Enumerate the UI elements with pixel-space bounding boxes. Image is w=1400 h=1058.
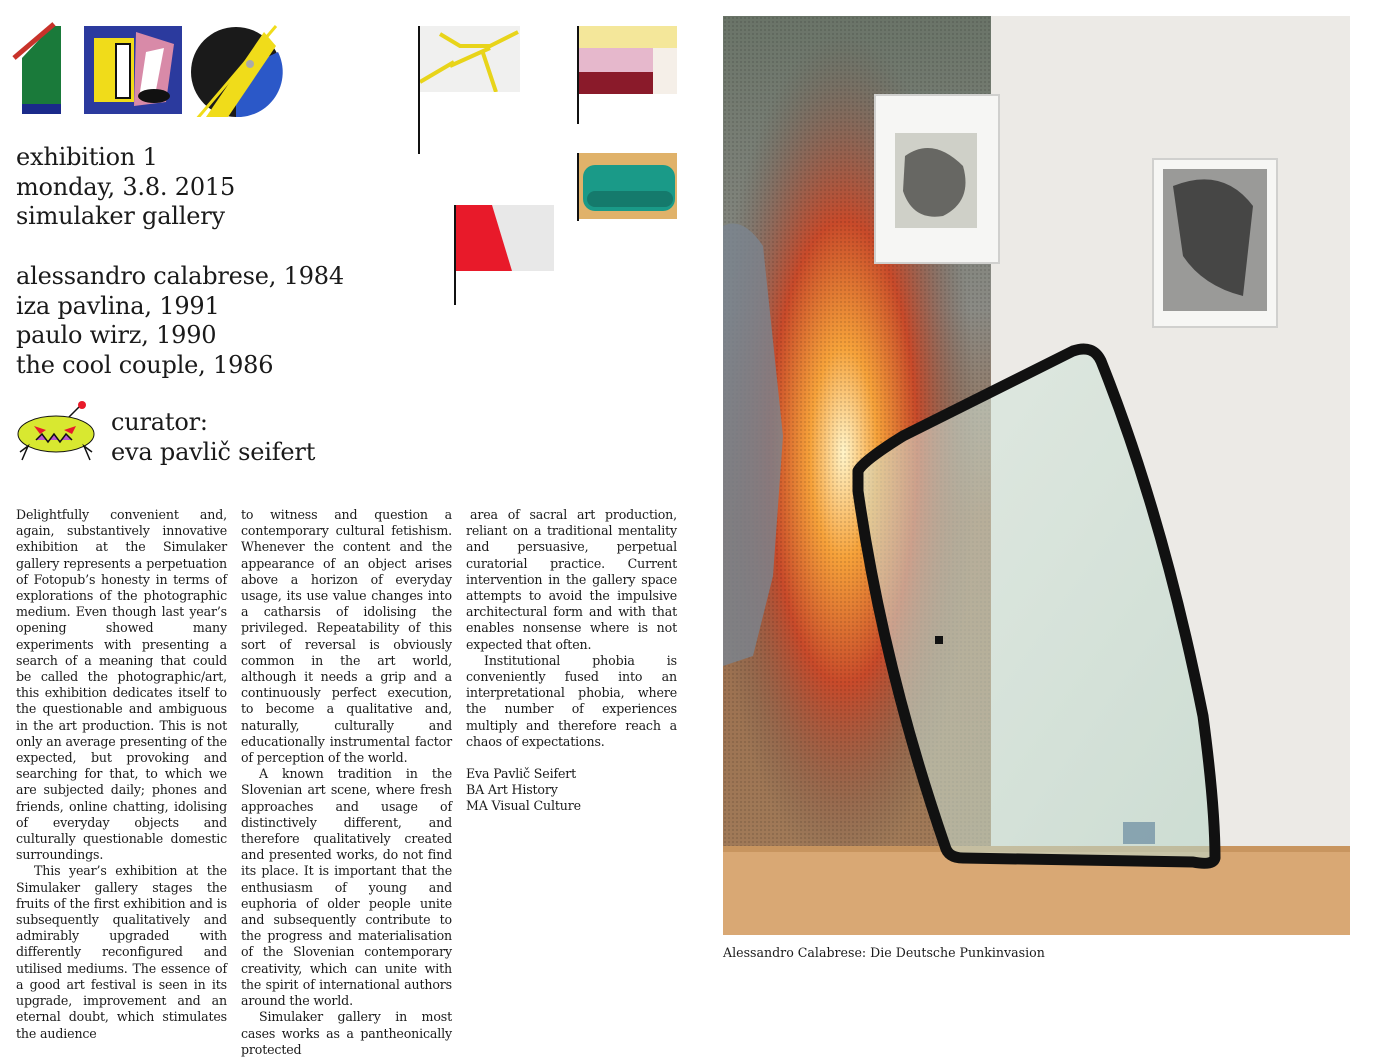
paragraph: This year’s exhibition at the Simulaker gallery stages the fruits of the first exhibition and is subsequently qualitatively and admirably upgraded with differently reconfigured and utilised mediums. The essence of a good art festival is seen in its upgrade, improvement and an eternal doubt, which stimulates the audience: [16, 863, 227, 1041]
exhibition-info: [16, 143, 235, 232]
monster-mascot-icon: [16, 400, 98, 464]
exhibition-title: exhibition 1: [16, 143, 158, 171]
teal-cushion-flag-image: [579, 153, 677, 219]
artist-item: the cool couple, 1986: [16, 350, 274, 379]
paragraph: A known tradition in the Slovenian art scene, where fresh approaches and usage of distinctively different, and therefore qualitatively created and presented works, do not find its place. It is important that the enthusiasm of young and euphoria of older people unite and subsequently contribute to the progress and materialisation of the Slovenian contemporary creativity, which can unite with the spirit of international authors around the world.: [241, 766, 452, 1009]
signature-line: MA Visual Culture: [466, 798, 581, 814]
door-shape-icon: [84, 26, 182, 114]
exhibition-venue: simulaker gallery: [16, 202, 225, 230]
house-shape-icon: [14, 24, 61, 114]
festival-logo-icons: [6, 22, 296, 117]
text-column-2: [241, 507, 452, 1058]
paragraph: Delightfully convenient and, again, substantively innovative exhibition at the Simulaker gallery represents a perpetuation of Fotopub’s honesty in terms of explorations of the photographic medium. Even though last year’s opening showed many experiments with presenting a search of a meaning that could be called the photographic/art, this exhibition dedicates itself to the questionable and ambiguous in the art production. This is not only an average presenting of the expected, but provoking and searching for that, to which we are subjected daily; phones and friends, online chatting, idolising of everyday objects and culturally questionable domestic surroundings.: [16, 507, 227, 863]
installation-photo: [723, 16, 1350, 935]
exhibition-date: monday, 3.8. 2015: [16, 172, 236, 201]
paragraph: area of sacral art production, reliant on a traditional mentality and persuasive, perpetual curatorial practice. Current intervention in the gallery space attempts to avoid the impulsive architectural form and with that enables nonsense where is not expected that often.: [466, 507, 677, 652]
curator-name: eva pavlič seifert: [111, 437, 316, 466]
text-column-1: [16, 507, 227, 1042]
photo-caption: Alessandro Calabrese: Die Deutsche Punkinvasion: [723, 945, 1045, 960]
artist-list: [16, 262, 344, 380]
pink-fabric-flag-image: [579, 26, 677, 94]
paragraph: to witness and question a contemporary cultural fetishism. Whenever the content and the appearance of an object arises above a horizon of everyday usage, its use value changes into a catharsis of idolising the privileged. Repeatability of this sort of reversal is obviously common in the art world, although it needs a grip and a continuously perfect execution, to become a qualitative and, naturally, culturally and educationally instrumental factor of perception of the world.: [241, 507, 452, 766]
circle-shape-icon: [191, 26, 283, 117]
signature-line: Eva Pavlič Seifert: [466, 766, 577, 782]
signature: [466, 766, 677, 815]
paragraph: Institutional phobia is conveniently fused into an interpretational phobia, where the number of experiences multiply and therefore reach a chaos of expectations.: [466, 652, 677, 749]
curator-block: [111, 408, 315, 467]
curator-label: curator:: [111, 408, 208, 436]
signature-line: BA Art History: [466, 782, 558, 798]
artist-item: paulo wirz, 1990: [16, 321, 217, 349]
artist-item: alessandro calabrese, 1984: [16, 262, 344, 290]
artist-item: iza pavlina, 1991: [16, 291, 220, 320]
yellow-stick-flag-image: [420, 26, 520, 92]
red-paper-flag-image: [456, 205, 554, 271]
text-column-3: [466, 507, 677, 815]
paragraph: Simulaker gallery in most cases works as a pantheonically protected: [241, 1009, 452, 1057]
